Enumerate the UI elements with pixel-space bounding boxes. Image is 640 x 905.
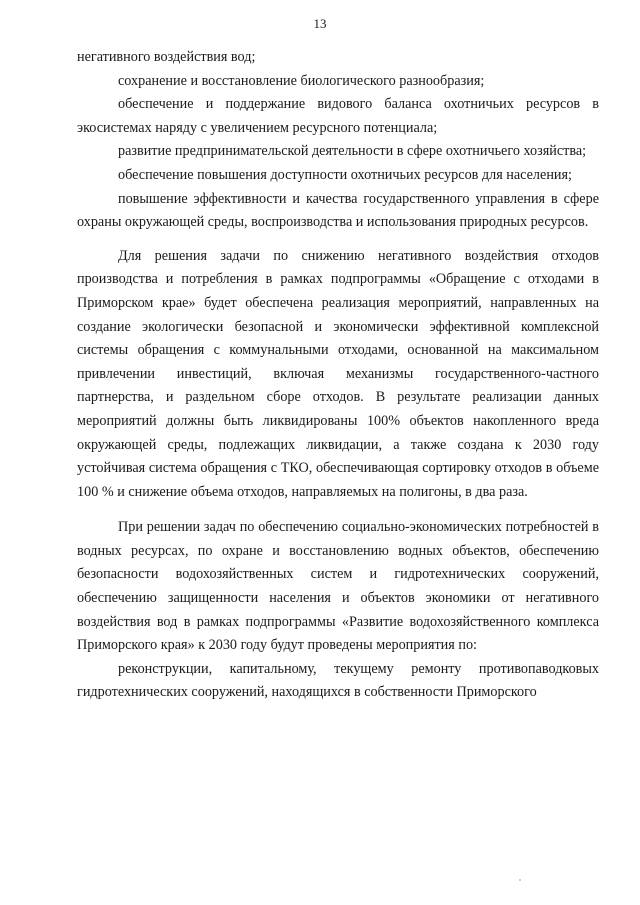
paragraph: реконструкции, капитальному, текущему ремонту противопаводковых гидротехнических сооружений, находящихся в собственности Приморского — [77, 660, 599, 701]
paragraph: обеспечение и поддержание видового баланса охотничьих ресурсов в экосистемах наряду с увеличением ресурсного потенциала; — [77, 96, 599, 136]
page-number: 13 — [313, 16, 327, 31]
paragraph: обеспечение повышения доступности охотничьих ресурсов для населения; — [118, 166, 572, 183]
paragraph: При решении задач по обеспечению социально-экономических потребностей в водных ресурсах, по охране и восстановлению водных объектов, обеспечению безопасности водохозяйственных систем и гидротехнических сооружений, обеспечению защищенности населения и объектов экономики от негативного воздействия вод в рамках подпрограммы «Развитие водохозяйственного комплекса Приморского края» к 2030 году будут проведены мероприятия по: — [77, 519, 599, 654]
paragraph: негативного воздействия вод; — [77, 49, 256, 65]
scan-speck — [519, 879, 521, 881]
paragraph: Для решения задачи по снижению негативного воздействия отходов производства и потребления в рамках подпрограммы «Обращение с отходами в Приморском крае» будет обеспечена реализация мероприятий, направленных на создание экологически безопасной и экономически эффективной комплексной системы обращения с коммунальными отходами, основанной на максимальном привлечении инвестиций, включая механизмы государственного-частного партнерства, и раздельном сборе отходов. В результате реализации данных мероприятий должны быть ликвидированы 100% объектов накопленного вреда окружающей среды, подлежащих ликвидации, а также создана к 2030 году устойчивая система обращения с ТКО, обеспечивающая сортировку отходов в объеме 100 % и снижение объема отходов, направляемых на полигоны, в два раза. — [77, 247, 599, 500]
paragraph: сохранение и восстановление биологического разнообразия; — [118, 72, 485, 89]
document-body — [77, 46, 599, 705]
paragraph: повышение эффективности и качества государственного управления в сфере охраны окружающей среды, воспроизводства и использования природных ресурсов. — [77, 190, 599, 231]
paragraph: развитие предпринимательской деятельности в сфере охотничьего хозяйства; — [118, 143, 587, 160]
